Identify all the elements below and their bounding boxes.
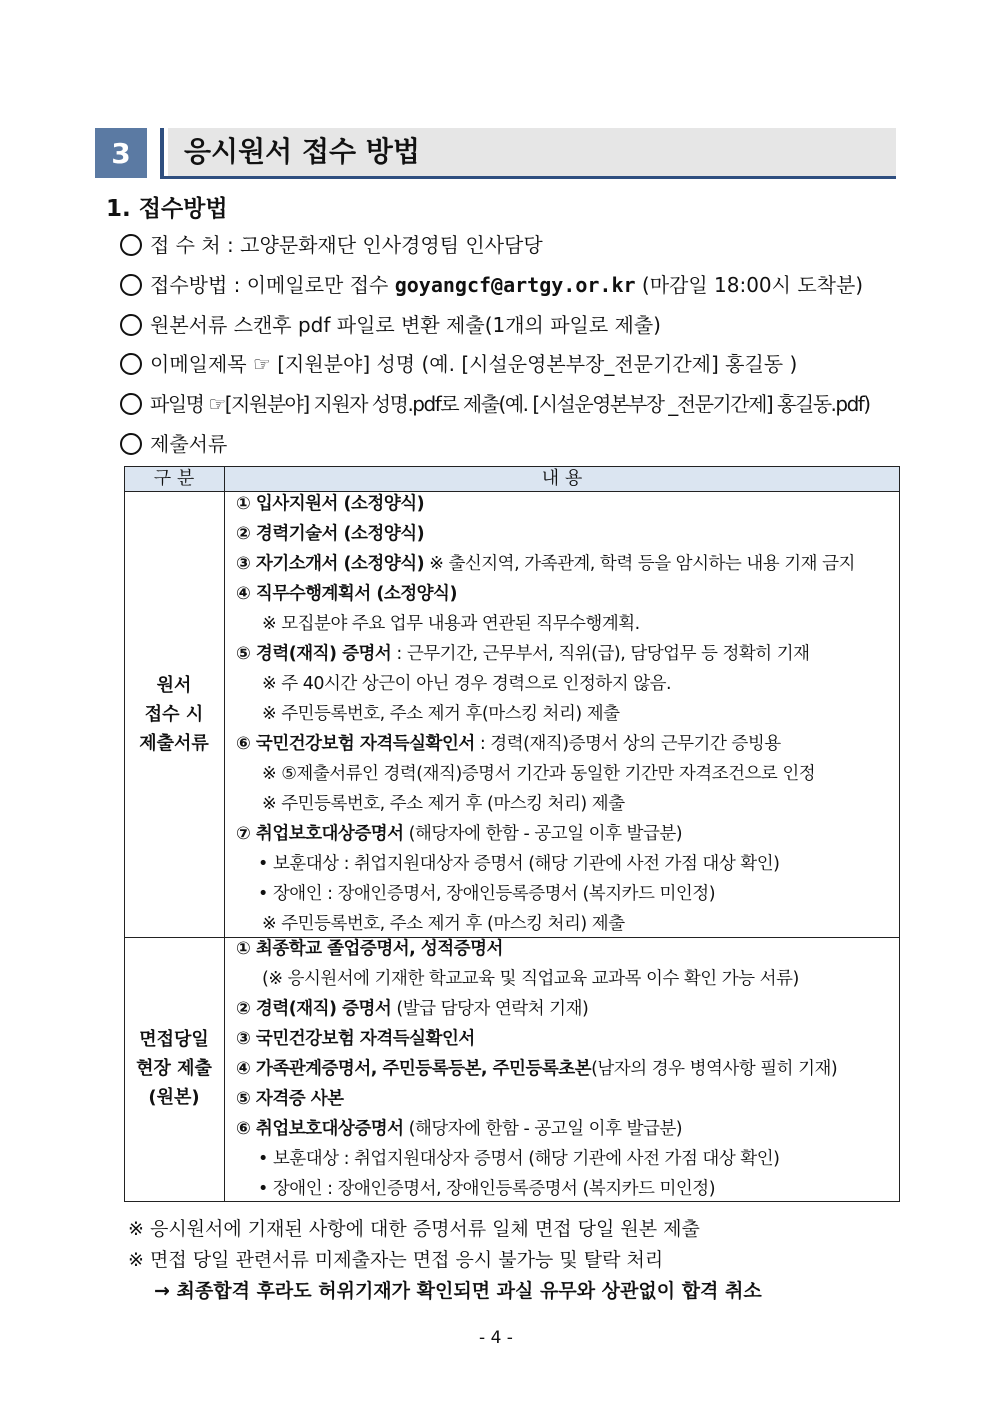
category-interview: [124, 1025, 224, 1112]
subheading: 1. 접수방법: [106, 196, 228, 222]
circle-bullet-icon: [120, 433, 142, 455]
table-row: [262, 789, 625, 819]
row-item-text: (해당자에 한함 - 공고일 이후 발급분): [403, 1119, 683, 1139]
table-row: [258, 849, 779, 879]
circle-bullet-icon: [120, 393, 142, 415]
table-row: [262, 964, 799, 994]
row-item-title: ⑤ 자격증 사본: [236, 1089, 344, 1109]
category-line: 현장 제출: [136, 1058, 212, 1079]
row-item-text: • 장애인 : 장애인증명서, 장애인등록증명서 (복지카드 미인정): [258, 884, 716, 904]
row-item-title: ② 경력기술서 (소정양식): [236, 524, 425, 544]
table-row: [236, 1024, 475, 1054]
section-title: 응시원서 접수 방법: [184, 135, 420, 168]
table-row: [236, 819, 682, 849]
row-item-title: ① 최종학교 졸업증명서, 성적증명서: [236, 939, 503, 959]
table-row: [262, 609, 640, 639]
table-row: [236, 1114, 682, 1144]
bullet-email-subject: [120, 349, 797, 379]
table-row: [236, 639, 810, 669]
row-item-text: (해당자에 한함 - 공고일 이후 발급분): [403, 824, 683, 844]
section-underline: [160, 176, 896, 179]
note-original-docs: ※ 응시원서에 기재된 사항에 대한 증명서류 일체 면접 당일 원본 제출: [128, 1218, 700, 1240]
bullet-text: 원본서류 스캔후 pdf 파일로 변환 제출(1개의 파일로 제출): [150, 313, 661, 337]
row-item-title: ⑤ 경력(재직) 증명서: [236, 644, 392, 664]
table-row: [236, 519, 424, 549]
row-item-text: : 경력(재직)증명서 상의 근무기간 증빙용: [474, 734, 781, 754]
row-item-text: ※ 주민등록번호, 주소 제거 후(마스킹 처리) 제출: [262, 704, 620, 724]
table-row: [236, 1054, 837, 1084]
row-item-title: ④ 가족관계증명서, 주민등록등본, 주민등록초본: [236, 1059, 592, 1079]
bullet-text: : 고양문화재단 인사경영팀 인사담당: [220, 233, 543, 257]
table-row: [262, 759, 815, 789]
header-content: 내 용: [541, 468, 583, 489]
row-item-text: • 보훈대상 : 취업지원대상자 증명서 (해당 기관에 사전 가점 대상 확인): [258, 1149, 780, 1169]
category-line: 원서: [156, 675, 192, 696]
circle-bullet-icon: [120, 314, 142, 336]
note-missing-docs: ※ 면접 당일 관련서류 미제출자는 면접 응시 불가능 및 탈락 처리: [128, 1249, 664, 1271]
column-divider: [224, 466, 225, 1202]
header-category: 구 분: [153, 468, 195, 489]
table-row: [236, 934, 503, 964]
email-link[interactable]: goyangcf@artgy.or.kr: [394, 273, 636, 297]
row-item-text: ※ ⑤제출서류인 경력(재직)증명서 기간과 동일한 기간만 자격조건으로 인정: [262, 764, 816, 784]
row-item-title: ⑥ 취업보호대상증명서: [236, 1119, 404, 1139]
bullet-label: 접 수 처: [150, 233, 221, 257]
bullet-text: : 이메일로만 접수: [227, 273, 395, 297]
table-row: [258, 1144, 779, 1174]
circle-bullet-icon: [120, 234, 142, 256]
row-item-text: ※ 주 40시간 상근이 아닌 경우 경력으로 인정하지 않음.: [262, 674, 672, 694]
page-number: - 4 -: [479, 1328, 513, 1348]
bullet-text: 파일명 ☞[지원분야] 지원자 성명.pdf로 제출(예. [시설운영본부장 _전문기간제] 홍길동.pdf): [150, 392, 870, 416]
row-item-text: ※ 모집분야 주요 업무 내용과 연관된 직무수행계획.: [262, 614, 640, 634]
table-row: [236, 579, 457, 609]
bullet-label: 접수방법: [150, 273, 228, 297]
row-item-text: • 보훈대상 : 취업지원대상자 증명서 (해당 기관에 사전 가점 대상 확인): [258, 854, 780, 874]
table-row: [258, 1174, 715, 1204]
row-item-title: ② 경력(재직) 증명서: [236, 999, 392, 1019]
row-item-title: ④ 직무수행계획서 (소정양식): [236, 584, 457, 604]
section-number: 3: [95, 128, 147, 178]
bullet-scan: [120, 310, 661, 340]
row-item-text: ※ 주민등록번호, 주소 제거 후 (마스킹 처리) 제출: [262, 914, 625, 934]
row-item-title: ⑥ 국민건강보험 자격득실확인서: [236, 734, 475, 754]
table-row: [236, 489, 424, 519]
category-line: 접수 시: [144, 704, 204, 725]
bullet-recipient: [120, 230, 543, 260]
row-item-title: ③ 국민건강보험 자격득실확인서: [236, 1029, 475, 1049]
bullet-method: [120, 270, 863, 300]
category-application: [124, 671, 224, 758]
row-item-title: ③ 자기소개서 (소정양식): [236, 554, 425, 574]
table-row: [258, 879, 715, 909]
table-row: [236, 994, 588, 1024]
row-item-text: (※ 응시원서에 기재한 학교교육 및 직업교육 교과목 이수 확인 가능 서류): [262, 969, 799, 989]
category-line: 면접당일: [139, 1029, 209, 1050]
bullet-filename: [120, 389, 870, 419]
row-item-text: ※ 출신지역, 가족관계, 학력 등을 암시하는 내용 기재 금지: [424, 554, 855, 574]
section-separator: [160, 128, 164, 178]
circle-bullet-icon: [120, 353, 142, 375]
bullet-text: (마감일 18:00시 도착분): [635, 273, 864, 297]
row-item-title: ① 입사지원서 (소정양식): [236, 494, 425, 514]
table-row: [236, 729, 781, 759]
table-row: [236, 1084, 344, 1114]
row-item-text: • 장애인 : 장애인증명서, 장애인등록증명서 (복지카드 미인정): [258, 1179, 716, 1199]
table-row: [236, 549, 855, 579]
note-cancellation: → 최종합격 후라도 허위기재가 확인되면 과실 유무와 상관없이 합격 취소: [154, 1280, 762, 1302]
bullet-documents: [120, 429, 227, 459]
bullet-text: 이메일제목 ☞ [지원분야] 성명 (예. [시설운영본부장_전문기간제] 홍길동 ): [150, 352, 798, 376]
table-row: [262, 669, 671, 699]
row-item-text: (발급 담당자 연락처 기재): [391, 999, 589, 1019]
row-item-title: ⑦ 취업보호대상증명서: [236, 824, 404, 844]
circle-bullet-icon: [120, 274, 142, 296]
row-item-text: ※ 주민등록번호, 주소 제거 후 (마스킹 처리) 제출: [262, 794, 625, 814]
row-item-text: : 근무기간, 근무부서, 직위(급), 담당업무 등 정확히 기재: [391, 644, 810, 664]
category-line: (원본): [148, 1087, 200, 1108]
category-line: 제출서류: [139, 733, 209, 754]
table-row: [262, 699, 620, 729]
bullet-text: 제출서류: [150, 432, 228, 456]
row-item-text: (남자의 경우 병역사항 필히 기재): [591, 1059, 838, 1079]
